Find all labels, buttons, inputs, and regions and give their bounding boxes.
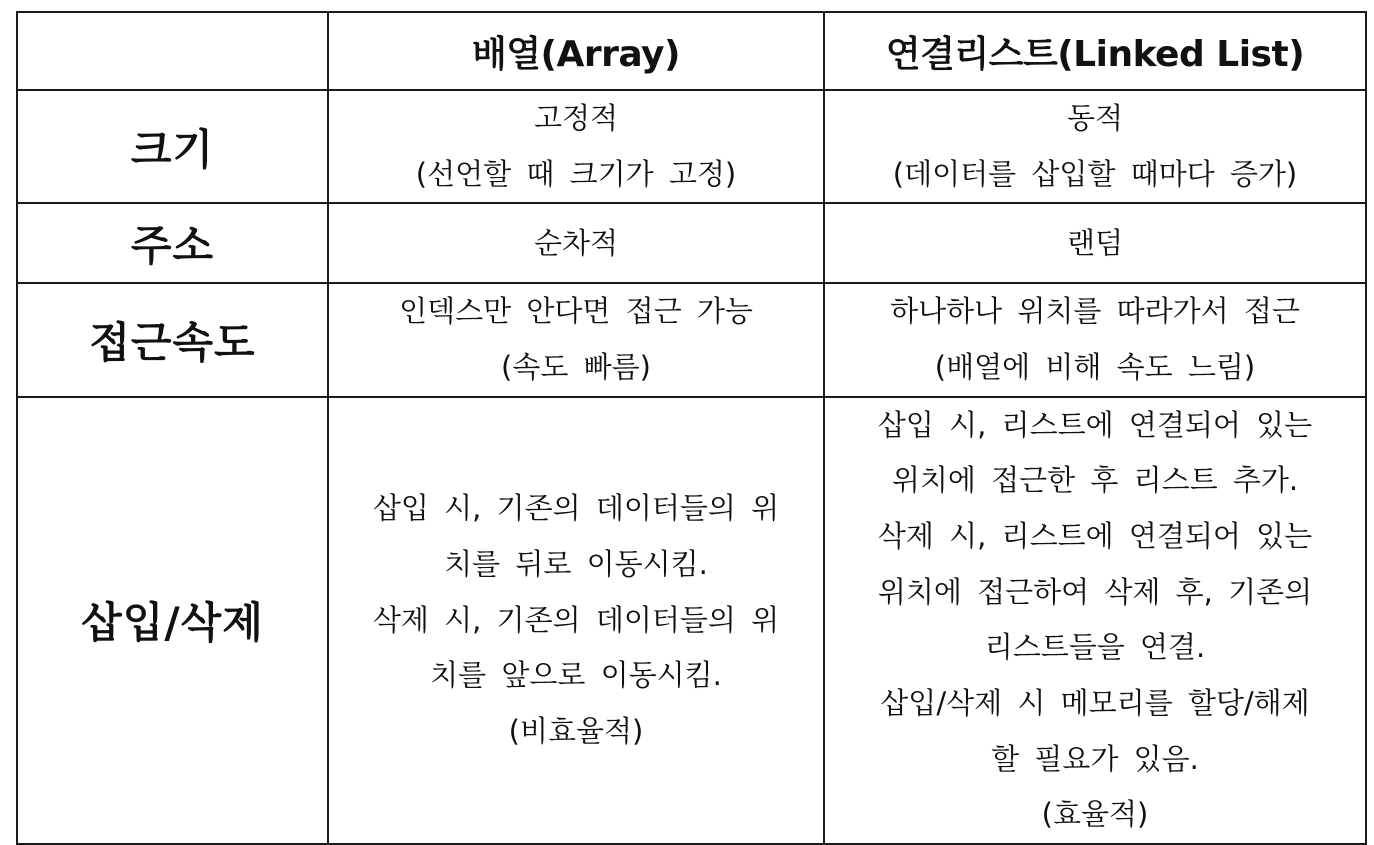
cell-access-speed-linked-list: [824, 283, 1366, 396]
row-label-insert-delete: 삽입/삭제: [17, 397, 328, 844]
table-row-insert-delete: [17, 397, 1366, 844]
cell-line: (비효율적): [508, 713, 644, 748]
cell-line: 삽입/삭제 시 메모리를 할당/해제: [880, 686, 1310, 721]
cell-line: 위치에 접근한 후 리스트 추가.: [891, 463, 1299, 498]
cell-line: 치를 앞으로 이동시킴.: [430, 658, 722, 693]
cell-line: (데이터를 삽입할 때마다 증가): [892, 156, 1298, 191]
cell-line: 고정적: [533, 101, 619, 135]
table-row-size: [17, 90, 1366, 203]
cell-address-linked-list: [824, 203, 1366, 283]
header-linked-list: 연결리스트(Linked List): [824, 12, 1366, 90]
cell-line: 삽입 시, 리스트에 연결되어 있는: [877, 407, 1313, 442]
corner-cell: [17, 12, 328, 90]
cell-line: (속도 빠름): [501, 350, 651, 385]
cell-line: 삭제 시, 기존의 데이터들의 위: [372, 602, 780, 637]
cell-line: 리스트들을 연결.: [984, 630, 1206, 665]
cell-line: 위치에 접근하여 삭제 후, 기존의: [877, 574, 1313, 609]
cell-line: 삭제 시, 리스트에 연결되어 있는: [877, 519, 1313, 554]
cell-size-array: [328, 90, 824, 203]
cell-line: 동적: [1066, 101, 1124, 135]
cell-line: (배열에 비해 속도 느림): [934, 350, 1256, 385]
row-label-address: 주소: [17, 203, 328, 283]
cell-line: (선언할 때 크기가 고정): [415, 156, 737, 191]
table-row-access-speed: [17, 283, 1366, 396]
row-label-access-speed: 접근속도: [17, 283, 328, 396]
header-array: 배열(Array): [328, 12, 824, 90]
cell-insert-delete-array: [328, 397, 824, 844]
cell-line: 하나하나 위치를 따라가서 접근: [890, 294, 1300, 329]
header-row: [17, 12, 1366, 90]
cell-access-speed-array: [328, 283, 824, 396]
cell-line: 삽입 시, 기존의 데이터들의 위: [372, 491, 780, 526]
cell-line: (효율적): [1041, 797, 1149, 832]
comparison-table: [16, 11, 1367, 845]
cell-address-array: [328, 203, 824, 283]
cell-line: 인덱스만 안다면 접근 가능: [399, 294, 753, 329]
cell-size-linked-list: [824, 90, 1366, 203]
table-row-address: [17, 203, 1366, 283]
cell-line: 랜덤: [1066, 225, 1124, 260]
cell-line: 치를 뒤로 이동시킴.: [444, 546, 708, 581]
row-label-size: 크기: [17, 90, 328, 203]
cell-line: 순차적: [533, 225, 619, 260]
cell-line: 할 필요가 있음.: [991, 741, 1199, 776]
cell-insert-delete-linked-list: [824, 397, 1366, 844]
